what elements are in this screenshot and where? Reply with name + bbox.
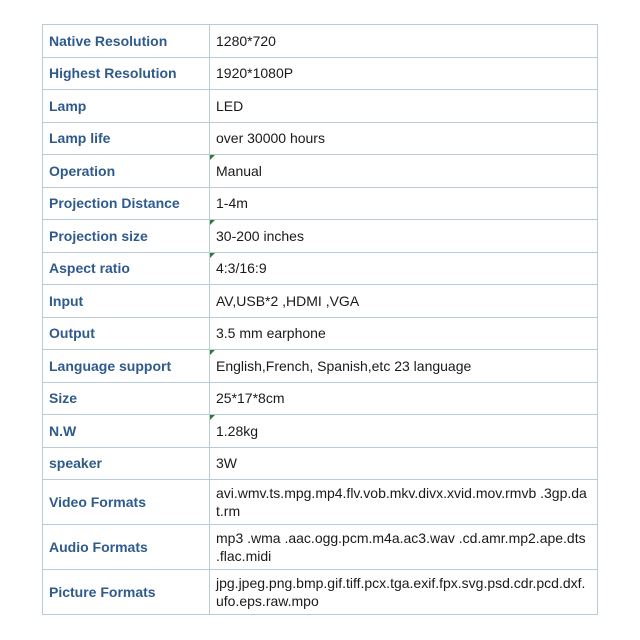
row-value: 25*17*8cm — [210, 382, 598, 415]
table-row — [43, 285, 598, 318]
row-label: Language support — [43, 350, 210, 383]
row-label: Operation — [43, 155, 210, 188]
row-label: Aspect ratio — [43, 252, 210, 285]
cell-corner-marker — [210, 415, 215, 420]
row-label: Size — [43, 382, 210, 415]
cell-corner-marker — [210, 220, 215, 225]
row-value: 3.5 mm earphone — [210, 317, 598, 350]
row-label: Highest Resolution — [43, 57, 210, 90]
row-value: avi.wmv.ts.mpg.mp4.flv.vob.mkv.divx.xvid.mov.rmvb .3gp.dat.rm — [210, 480, 598, 525]
table-row — [43, 570, 598, 615]
row-value: jpg.jpeg.png.bmp.gif.tiff.pcx.tga.exif.fpx.svg.psd.cdr.pcd.dxf.ufo.eps.raw.mpo — [210, 570, 598, 615]
table-row — [43, 220, 598, 253]
table-row — [43, 122, 598, 155]
row-value-text: 30-200 inches — [216, 227, 304, 244]
table-row — [43, 317, 598, 350]
row-value — [210, 220, 598, 253]
row-value — [210, 155, 598, 188]
row-label: speaker — [43, 447, 210, 480]
row-value-text: English,French, Spanish,etc 23 language — [216, 357, 472, 374]
row-label: Projection size — [43, 220, 210, 253]
table-row — [43, 350, 598, 383]
row-label: Projection Distance — [43, 187, 210, 220]
table-row — [43, 25, 598, 58]
table-row — [43, 415, 598, 448]
cell-corner-marker — [210, 253, 215, 258]
row-label: Audio Formats — [43, 525, 210, 570]
row-label: N.W — [43, 415, 210, 448]
row-label: Lamp — [43, 90, 210, 123]
table-row — [43, 382, 598, 415]
row-label: Native Resolution — [43, 25, 210, 58]
row-label: Video Formats — [43, 480, 210, 525]
row-value: 1280*720 — [210, 25, 598, 58]
row-value: AV,USB*2 ,HDMI ,VGA — [210, 285, 598, 318]
table-row — [43, 447, 598, 480]
row-label: Output — [43, 317, 210, 350]
row-value-text: Manual — [216, 162, 262, 179]
table-row — [43, 187, 598, 220]
row-value — [210, 415, 598, 448]
table-row — [43, 57, 598, 90]
table-row — [43, 525, 598, 570]
table-row — [43, 480, 598, 525]
row-value: 1920*1080P — [210, 57, 598, 90]
row-value: over 30000 hours — [210, 122, 598, 155]
row-value: mp3 .wma .aac.ogg.pcm.m4a.ac3.wav .cd.amr.mp2.ape.dts .flac.midi — [210, 525, 598, 570]
row-label: Lamp life — [43, 122, 210, 155]
cell-corner-marker — [210, 155, 215, 160]
row-value: 1-4m — [210, 187, 598, 220]
table-row — [43, 155, 598, 188]
row-label: Input — [43, 285, 210, 318]
table-row — [43, 252, 598, 285]
row-value: 3W — [210, 447, 598, 480]
cell-corner-marker — [210, 350, 215, 355]
row-value-text: 1.28kg — [216, 422, 259, 439]
row-value-text: 4:3/16:9 — [216, 260, 267, 277]
row-label: Picture Formats — [43, 570, 210, 615]
row-value: LED — [210, 90, 598, 123]
row-value — [210, 350, 598, 383]
row-value — [210, 252, 598, 285]
spec-table — [42, 24, 598, 615]
table-row — [43, 90, 598, 123]
